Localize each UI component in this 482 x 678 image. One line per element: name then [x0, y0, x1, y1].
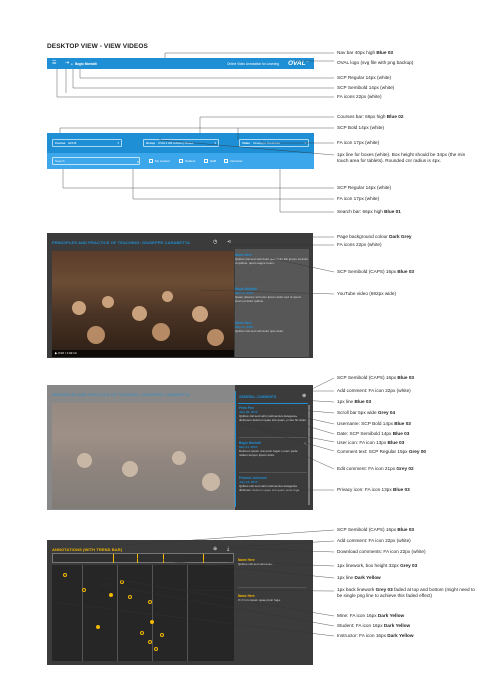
note-label: User icon: FA icon 13px [337, 440, 388, 445]
audience-head [87, 326, 105, 344]
comment-item [239, 406, 307, 438]
note-t-download [337, 549, 477, 555]
note-bold: Blue 03 [392, 431, 410, 436]
annotations-sidebar [235, 554, 309, 662]
note-label: Add comment: FA icon 22px (white) [337, 538, 411, 543]
comment-username[interactable]: Bagio Montalti [235, 287, 257, 291]
comment-username[interactable]: Bagio Montalti [239, 441, 261, 445]
group-select[interactable] [143, 139, 219, 147]
note-label: Courses bar: 66px high [337, 114, 387, 119]
note-t-mine [337, 613, 477, 619]
note-bold: Grey 03 [400, 563, 418, 568]
audience-head [162, 291, 173, 302]
oval-logo-text: OVAL [288, 59, 306, 67]
note-search-bar [337, 209, 477, 215]
note-bold: Grey 04 [377, 410, 396, 415]
nav-tagline: Online Video Annotation for Learning [227, 61, 280, 66]
courses-bar [47, 133, 314, 153]
video-title: PRINCIPLES AND PRACTICE OF TEACHING: GIUSEPPE CARABETTA [52, 392, 190, 397]
note-bold: Blue 03 [376, 50, 394, 55]
note-rest: faded at top and bottom (might need to be single png line to achieve this faded effect) [337, 587, 475, 598]
note-bold: Dark Yellow [377, 613, 405, 618]
note-label: FA icons 22px (white) [337, 242, 382, 247]
comments-sidebar [235, 391, 309, 507]
comment-item [239, 476, 307, 506]
note-label: OVAL logo (svg file with png backup) [337, 60, 414, 65]
note-label: FA icon 17px (white) [337, 196, 380, 201]
note-label: 1px linework, box height 32px [337, 563, 401, 568]
note-label: SCP Semibold (CAPS) 16px [337, 269, 398, 274]
note-t-add [337, 538, 477, 544]
search-bar [47, 153, 314, 169]
note-c-usericon [337, 440, 477, 446]
edit-icon[interactable]: ✎ [303, 441, 307, 446]
comment-username[interactable]: Petranie Johnsoni [239, 476, 267, 480]
note-bold: Blue 03 [354, 399, 372, 404]
note-c-line [337, 399, 477, 405]
note-label: SCP Regular 14px (white) [337, 185, 392, 190]
comment-item [235, 321, 309, 351]
note-bold: Blue 03 [393, 487, 410, 492]
comment-text: Quibus nisl sed velit modimentus deleganta dictionem dolorum quae sint quam pede fuga. [239, 484, 300, 492]
grid-line [82, 565, 83, 661]
comment-date: May 01, 2015 [239, 445, 258, 449]
note-bold: Grey 03 [375, 587, 393, 592]
filter-instructor[interactable] [224, 158, 243, 164]
note-bold: Grey 00 [408, 449, 427, 454]
note-label: Scroll bar 5px wide [337, 410, 378, 415]
share-icon[interactable]: ⋖ [227, 239, 232, 245]
note-page-bg [337, 234, 477, 240]
comment-username[interactable]: Name Here [235, 253, 252, 257]
search-icon[interactable]: ⌕ [137, 159, 140, 164]
comment-text: Dolorum ipsum quae proin fuga. [238, 598, 281, 602]
note-bold: Dark Yellow [387, 633, 414, 638]
divider-line [238, 403, 308, 404]
grid-line [152, 565, 153, 661]
note-label: Search bar: 66px high [337, 209, 385, 214]
checkbox[interactable] [204, 159, 208, 163]
note-fa-icon-17 [337, 140, 477, 146]
student-icon[interactable] [82, 588, 86, 592]
student-icon[interactable] [154, 647, 158, 651]
oval-logo-mark: ™ [305, 59, 309, 64]
comment-date: July 28, 2015 [239, 410, 258, 414]
video-controls[interactable] [52, 350, 234, 357]
note-box-lines [337, 152, 477, 164]
note-bold: Blue 03 [397, 375, 415, 380]
nav-bar [47, 58, 314, 69]
video-title: PRINCIPLES AND PRACTICE OF TEACHING: GIUSEPPE CARABETTA [52, 240, 190, 245]
note-t-line [337, 575, 477, 581]
mine-icon[interactable] [109, 593, 113, 597]
note-c-privacy [337, 487, 477, 493]
note-label: Instructor: FA icon 16px [337, 633, 388, 638]
video-select[interactable] [239, 139, 309, 147]
comment-item [235, 287, 309, 317]
play-icon[interactable]: ▶ [55, 351, 58, 355]
note-c-date [337, 431, 477, 437]
download-icon[interactable]: ⤓ [227, 546, 230, 552]
audience-head [72, 301, 86, 315]
checkbox[interactable] [149, 159, 153, 163]
note-logo [337, 60, 477, 66]
note-label: Date: SCP Semibold 14px [337, 431, 393, 436]
note-scp-regular-2 [337, 185, 477, 191]
annotations-title: ANNOTATIONS (WITH TREND BAR) [52, 547, 123, 552]
video-shade [47, 385, 235, 510]
filter-my-content[interactable] [149, 158, 170, 164]
note-label: SCP Semibold (CAPS) 16px [337, 375, 398, 380]
note-label: 1px line [337, 575, 355, 580]
sidebar-title: GENERAL COMMENTS [239, 395, 277, 399]
note-label: SCP Semibold 14px (white) [337, 85, 395, 90]
note-scp-regular [337, 75, 477, 81]
note-label: FA icons 22px (white) [337, 94, 382, 99]
note-label: SCP Semibold (CAPS) 16px [337, 527, 398, 532]
comment-username[interactable]: Petra Pan [239, 406, 254, 410]
trend-mark [113, 554, 114, 563]
note-c-add [337, 388, 477, 394]
grid-line [117, 565, 118, 661]
note-bold: Blue 02 [386, 114, 404, 119]
add-comment-icon[interactable]: ⊕ [302, 393, 307, 399]
note-bold: Blue 03 [387, 440, 405, 445]
note-label: Page background colour [337, 234, 390, 239]
comment-username[interactable]: Name Here [235, 321, 252, 325]
note-bold: Dark Yellow [383, 623, 411, 628]
comment-username[interactable]: Name Here [238, 558, 255, 562]
student-icon[interactable] [148, 600, 152, 604]
youtube-video[interactable] [52, 251, 234, 357]
clock-icon[interactable]: ◷ [213, 239, 218, 245]
grid-line [187, 565, 188, 661]
mine-icon[interactable] [150, 620, 154, 624]
comment-date: May 01, 2015 [235, 291, 254, 295]
course-select[interactable] [52, 139, 122, 147]
note-label: Comment text: SCP Regular 15px [337, 449, 409, 454]
trend-mark [137, 554, 138, 563]
note-c-scroll [337, 410, 477, 416]
comment-text: Quam dolorem sit lorem ipsum dolor sed ut ipsum lorem et dolor quibus. [235, 295, 302, 303]
user-icon: ● [71, 62, 73, 66]
course-value: EDU8 [68, 141, 77, 145]
group-value: OVAL1 EB Advisory Board [158, 141, 194, 145]
bars-icon[interactable]: ☰ [52, 60, 57, 66]
note-label: 1px back linework [337, 587, 376, 592]
checkbox[interactable] [224, 159, 228, 163]
search-input[interactable] [52, 157, 140, 165]
note-label: 1px line for boxes (white). Box height should be 34px (the min touch area for tablets). Rounded cnr radius is 4px. [337, 152, 466, 163]
filter-label: My content [155, 159, 170, 163]
chevron-down-icon: ▾ [304, 141, 306, 145]
note-label: Add comment: FA icon 22px (white) [337, 388, 411, 393]
note-c-text [337, 449, 477, 455]
scrollbar[interactable] [308, 405, 310, 505]
student-icon[interactable] [128, 595, 132, 599]
comment-item [239, 441, 307, 473]
note-navbar [337, 50, 477, 56]
note-t-student [337, 623, 477, 629]
comment-text: Quibus nisl sed velit dolor quis dolor. [235, 329, 284, 333]
note-label: Edit comment: FA icon 21px [337, 466, 397, 471]
note-label: SCP Regular 14px (white) [337, 75, 392, 80]
comment-text: Quibus nisl sed velit modimentus deleganta dictionem dolorum quae sint quam pedes hic dolor. [239, 414, 307, 422]
instructor-icon[interactable] [96, 625, 100, 629]
comment-text: Quibus nisl sed velit dolor quis dolor illic ipsum sit dolor ut quibus, quam augue lorem. [235, 257, 309, 265]
audience-head [207, 329, 224, 346]
note-fa-icons [337, 94, 477, 100]
note-label: Privacy icon: FA icon 13px [337, 487, 394, 492]
note-scp-bold [337, 125, 477, 131]
note-bold: Dark Grey [389, 234, 412, 239]
filter-staff[interactable] [204, 158, 216, 164]
note-t-linework [337, 563, 477, 569]
trend-mark [163, 554, 164, 563]
annotation-timeline[interactable] [52, 565, 234, 661]
note-c-title [337, 375, 477, 381]
chevron-down-icon: ▾ [117, 141, 119, 145]
chevron-down-icon: ▾ [214, 141, 216, 145]
comment-date: July 13, 2015 [239, 480, 258, 484]
note-label: Username: SCP Bold 14px [337, 421, 395, 426]
note-label: 1px line [337, 399, 355, 404]
course-label: Course [55, 141, 66, 145]
note-fa-icons-22 [337, 242, 477, 248]
note-c-edit [337, 466, 477, 472]
comment-username[interactable]: Name Here [238, 594, 255, 598]
note-t-title [337, 527, 477, 533]
note-label: SCP Bold 14px (white) [337, 125, 385, 130]
note-bold: Blue 03 [397, 269, 415, 274]
note-label: FA icon 17px (white) [337, 140, 380, 145]
note-fa-icon-17b [337, 196, 477, 202]
note-bold: Dark Yellow [354, 575, 381, 580]
trend-bar[interactable] [52, 553, 234, 563]
audience-head [132, 306, 147, 321]
comments-sidebar [235, 249, 309, 357]
note-c-username [337, 421, 477, 427]
note-youtube [337, 291, 477, 297]
note-courses-bar [337, 114, 477, 120]
annotations-panel [47, 540, 313, 665]
oval-logo[interactable] [288, 60, 309, 67]
note-bold: Blue 01 [384, 209, 401, 214]
note-bold: Grey 02 [396, 466, 414, 471]
filter-label: Staff [210, 159, 217, 163]
note-label: Mine: FA icon 16px [337, 613, 378, 618]
group-label: Group [146, 141, 155, 145]
note-label: Nav bar 40px high [337, 50, 377, 55]
student-icon[interactable] [120, 580, 124, 584]
audience-head [192, 306, 208, 322]
nav-user-name[interactable]: Bagio Montalti [75, 61, 97, 66]
add-comment-icon[interactable]: ⊕ [213, 546, 218, 552]
note-label: YouTube video (692px wide) [337, 291, 397, 296]
comment-item [238, 594, 306, 624]
student-icon[interactable] [148, 640, 152, 644]
comment-date: May 11, 2015 [235, 325, 254, 329]
video-panel [47, 233, 313, 358]
filter-label: Instructor [230, 159, 243, 163]
note-t-back [337, 587, 477, 599]
video-timestamp: 0:00 / 1:02:13 [58, 351, 77, 355]
note-label: Student: FA icon 16px [337, 623, 384, 628]
student-icon[interactable] [63, 573, 67, 577]
student-icon[interactable] [140, 631, 144, 635]
comment-item [235, 253, 309, 283]
comment-text: Dolorum ipsum ursi proin fugat. Lorem pede nullum tempor ipsum dolor. [239, 449, 298, 457]
comment-text: Quibus nisl sed velit dolor. [238, 562, 273, 566]
filter-label: Student [185, 159, 196, 163]
video-value: Giuseppe Carabetta [253, 141, 280, 145]
video-label: Video [242, 141, 251, 145]
note-t-instructor [337, 633, 477, 639]
comments-panel [47, 385, 313, 510]
note-title-style [337, 269, 477, 275]
comment-item [238, 558, 306, 588]
filter-student[interactable] [179, 158, 195, 164]
note-bold: Blue 03 [394, 421, 411, 426]
trend-mark [203, 554, 204, 563]
page-title: DESKTOP VIEW - VIEW VIDEOS [47, 43, 148, 50]
sign-out-icon[interactable]: ⇥ [65, 60, 70, 66]
audience-head [152, 323, 170, 341]
checkbox[interactable] [179, 159, 183, 163]
note-scp-semibold [337, 85, 477, 91]
search-placeholder: Search [55, 159, 65, 163]
note-bold: Blue 03 [397, 527, 415, 532]
note-label: Download comments: FA icon 22px (white) [337, 549, 426, 554]
audience-head [102, 296, 114, 308]
student-icon[interactable] [160, 633, 164, 637]
